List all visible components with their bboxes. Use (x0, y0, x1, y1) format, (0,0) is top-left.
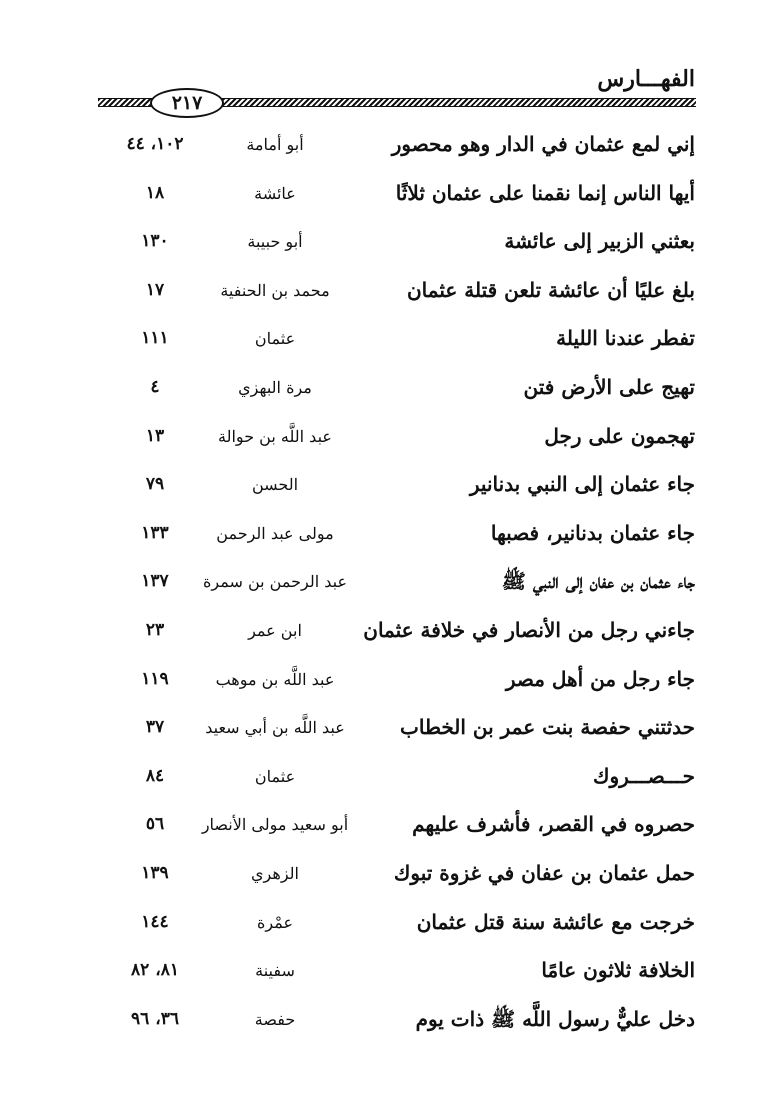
entry-pages: ١٤٤ (141, 911, 169, 932)
index-entry (0, 752, 765, 801)
entry-text: تهيج على الأرض فتن (523, 374, 695, 399)
index-entry (0, 703, 765, 752)
header-rule (98, 88, 696, 116)
entry-text: دخل عليٌّ رسول اللَّه ﷺ ذات يوم (415, 1006, 695, 1031)
index-entry (0, 314, 765, 363)
entry-text: حمل عثمان بن عفان في غزوة تبوك (393, 860, 695, 885)
entry-pages: ٨١، ٨٢ (131, 960, 179, 981)
entry-narrator: عبد اللَّه بن موهب (215, 669, 335, 689)
entry-text: تهجمون على رجل (544, 423, 695, 448)
entry-narrator: ابن عمر (248, 620, 302, 640)
entry-narrator: عمْرة (256, 912, 293, 932)
entry-text: جاء عثمان بن عفان إلى النبي ﷺ (501, 569, 695, 594)
entry-text: جاء عثمان إلى النبي بدنانير (469, 472, 695, 497)
index-entry (0, 557, 765, 606)
entry-pages: ٧٩ (145, 474, 165, 495)
entry-narrator: الحسن (251, 475, 299, 495)
entry-narrator: سفينة (255, 961, 295, 981)
index-entry (0, 266, 765, 315)
entry-pages: ١٧ (145, 279, 165, 300)
entry-narrator: أبو سعيد مولى الأنصار (201, 815, 349, 835)
index-entries-list (0, 120, 765, 1043)
entry-pages: ١٨ (145, 182, 165, 203)
entry-pages: ٤ (150, 376, 160, 397)
entry-pages: ١٣٣ (141, 522, 169, 543)
entry-text: بلغ عليًا أن عائشة تلعن قتلة عثمان (406, 277, 695, 302)
running-head-title: الفهـــارس (597, 66, 695, 92)
entry-pages: ١٣٧ (141, 571, 169, 592)
entry-text: إني لمع عثمان في الدار وهو محصور (391, 132, 695, 156)
entry-pages: ١٣ (145, 425, 165, 446)
entry-narrator: حفصة (254, 1009, 296, 1029)
index-entry (0, 509, 765, 558)
entry-text: الخلافة ثلاثون عامًا (541, 958, 695, 983)
entry-narrator: عائشة (254, 183, 296, 203)
entry-pages: ١٣٩ (141, 862, 169, 883)
index-entry (0, 655, 765, 704)
entry-pages: ١١٩ (141, 668, 169, 689)
entry-pages: ٨٤ (145, 765, 165, 786)
entry-narrator: أبو أمامة (246, 135, 304, 154)
page-number-badge: ٢١٧ (150, 88, 224, 118)
index-entry (0, 800, 765, 849)
index-entry (0, 363, 765, 412)
entry-text: بعثني الزبير إلى عائشة (504, 229, 695, 254)
index-entry (0, 460, 765, 509)
index-entry (0, 995, 765, 1044)
index-entry (0, 606, 765, 655)
entry-narrator: عثمان (254, 766, 296, 786)
entry-pages: ١٠٢، ٤٤ (126, 134, 184, 154)
entry-text: تفطر عندنا الليلة (556, 326, 695, 351)
entry-narrator: عبد الرحمن بن سمرة (203, 572, 347, 592)
index-entry (0, 849, 765, 898)
entry-narrator: مرة البهزي (238, 377, 312, 397)
index-entry (0, 898, 765, 947)
entry-pages: ٢٣ (145, 619, 165, 640)
entry-narrator: عبد اللَّه بن حوالة (218, 426, 332, 446)
entry-narrator: أبو حبيبة (247, 232, 303, 252)
entry-text: حدثتني حفصة بنت عمر بن الخطاب (400, 715, 695, 740)
entry-text: أيها الناس إنما نقمنا على عثمان ثلاثًا (395, 180, 695, 205)
index-entry (0, 946, 765, 995)
entry-pages: ١٣٠ (141, 231, 169, 252)
entry-text: جاء عثمان بدنانير، فصبها (490, 520, 695, 545)
entry-narrator: عثمان (254, 329, 296, 349)
entry-narrator: الزهري (251, 863, 299, 883)
entry-text: حـــصـــروك (592, 763, 695, 788)
entry-pages: ٥٦ (145, 814, 165, 835)
entry-narrator: محمد بن الحنفية (220, 280, 330, 300)
entry-text: خرجت مع عائشة سنة قتل عثمان (416, 909, 695, 934)
index-entry (0, 412, 765, 461)
entry-narrator: مولى عبد الرحمن (216, 523, 334, 543)
index-entry (0, 120, 765, 169)
entry-pages: ٣٧ (145, 717, 165, 738)
index-entry (0, 169, 765, 218)
entry-text: حصروه في القصر، فأشرف عليهم (412, 812, 695, 837)
entry-narrator: عبد اللَّه بن أبي سعيد (205, 718, 345, 738)
entry-pages: ١١١ (141, 328, 169, 349)
entry-pages: ٣٦، ٩٦ (131, 1008, 179, 1029)
index-entry (0, 217, 765, 266)
entry-text: جاء رجل من أهل مصر (505, 666, 695, 691)
entry-text: جاءني رجل من الأنصار في خلافة عثمان (363, 617, 695, 642)
